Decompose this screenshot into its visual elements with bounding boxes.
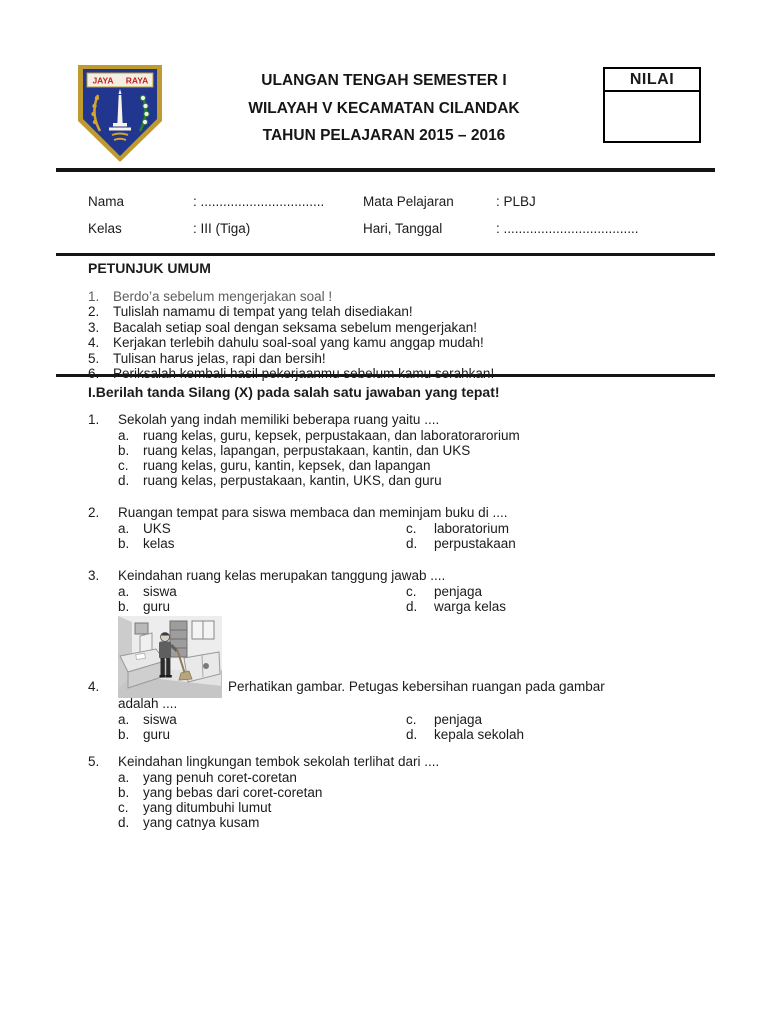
option-text: yang catnya kusam <box>143 815 260 830</box>
question-3 <box>88 568 445 583</box>
option-text: UKS <box>143 521 171 536</box>
question-2-options-row-2 <box>118 536 516 551</box>
question-5-option-a <box>118 770 297 785</box>
question-text: Ruangan tempat para siswa membaca dan meminjam buku di .... <box>118 505 508 520</box>
petunjuk-item-number: 6. <box>88 365 100 381</box>
option-letter: d. <box>406 599 418 614</box>
option-text: kelas <box>143 536 175 551</box>
option-letter: b. <box>118 443 130 458</box>
question-text: Sekolah yang indah memiliki beberapa ruang yaitu .... <box>118 412 440 427</box>
petunjuk-item-number: 1. <box>88 289 100 304</box>
question-4-options-row-2 <box>118 727 525 742</box>
title-line-2: WILAYAH V KECAMATAN CILANDAK <box>248 99 520 117</box>
motto-right-text: RAYA <box>125 75 149 86</box>
option-text: penjaga <box>434 712 483 727</box>
document-title <box>188 67 580 150</box>
title-line-3: TAHUN PELAJARAN 2015 – 2016 <box>262 127 506 144</box>
title-line-1: ULANGAN TENGAH SEMESTER I <box>261 72 507 89</box>
mapel-value: : PLBJ <box>496 194 536 209</box>
section1-title: I.Berilah tanda Silang (X) pada salah satu jawaban yang tepat! <box>88 384 500 400</box>
option-letter: b. <box>118 785 130 800</box>
nama-label: Nama <box>88 194 125 209</box>
question-number: 1. <box>88 412 100 427</box>
question-4-text: Perhatikan gambar. Petugas kebersihan ruangan pada gambar <box>228 679 605 694</box>
petunjuk-item-1 <box>88 289 494 304</box>
question-text: Keindahan lingkungan tembok sekolah terlihat dari .... <box>118 754 440 769</box>
hari-label: Hari, Tanggal <box>363 221 443 236</box>
question-3-options-row-2 <box>118 599 507 614</box>
option-text: ruang kelas, perpustakaan, kantin, UKS, dan guru <box>143 473 442 488</box>
option-letter: a. <box>118 770 130 785</box>
nama-blank-field: : ................................. <box>193 194 325 209</box>
option-text: perpustakaan <box>434 536 516 551</box>
option-text: laboratorium <box>434 521 510 536</box>
question-5 <box>88 754 439 769</box>
question-4-text-2: adalah .... <box>118 696 178 711</box>
question-5-option-b <box>118 785 322 800</box>
option-letter: d. <box>406 536 418 551</box>
petunjuk-item-5 <box>88 351 494 366</box>
petunjuk-list <box>88 289 494 381</box>
option-text: ruang kelas, lapangan, perpustakaan, kantin, dan UKS <box>143 443 471 458</box>
mapel-label: Mata Pelajaran <box>363 194 454 209</box>
petunjuk-item-number: 2. <box>88 304 100 320</box>
option-text: guru <box>143 727 171 742</box>
question-2 <box>88 505 507 520</box>
option-letter: b. <box>118 536 130 551</box>
question-1-option-d <box>118 473 442 488</box>
option-letter: b. <box>118 599 130 614</box>
petunjuk-item-number: 4. <box>88 335 100 351</box>
petunjuk-item-6 <box>88 366 494 381</box>
option-letter: d. <box>406 727 418 742</box>
question-4-number <box>88 679 99 694</box>
question-text: Keindahan ruang kelas merupakan tanggung jawab .... <box>118 568 446 583</box>
petunjuk-item-text: Bacalah setiap soal dengan seksama sebelum mengerjakan! <box>113 319 477 335</box>
option-text: penjaga <box>434 584 483 599</box>
petunjuk-item-text: Tulisan harus jelas, rapi dan bersih! <box>113 350 326 366</box>
question-number: 2. <box>88 505 100 520</box>
question-3-options-row-1 <box>118 584 483 599</box>
option-letter: c. <box>118 800 129 815</box>
question-5-option-d <box>118 815 259 830</box>
header-divider <box>56 168 715 172</box>
option-letter: a. <box>118 584 130 599</box>
petunjuk-item-3 <box>88 320 494 335</box>
petunjuk-item-4 <box>88 335 494 350</box>
question-4-options-row-1 <box>118 712 483 727</box>
option-text: yang bebas dari coret-coretan <box>143 785 323 800</box>
option-text: guru <box>143 599 171 614</box>
motto-left-text: JAYA <box>92 75 114 86</box>
option-letter: a. <box>118 521 130 536</box>
kelas-label: Kelas <box>88 221 122 236</box>
option-text: yang penuh coret-coretan <box>143 770 297 785</box>
petunjuk-item-number: 3. <box>88 319 100 335</box>
question-1-option-a <box>118 428 520 443</box>
question-1-option-b <box>118 443 470 458</box>
petunjuk-item-text: Tulislah namamu di tempat yang telah disediakan! <box>113 304 413 320</box>
option-letter: c. <box>406 584 417 599</box>
score-box-label: NILAI <box>605 69 699 92</box>
petunjuk-item-text: Kerjakan terlebih dahulu soal-soal yang kamu anggap mudah! <box>113 335 484 351</box>
option-text: warga kelas <box>434 599 507 614</box>
option-letter: d. <box>118 473 130 488</box>
option-text: ruang kelas, guru, kepsek, perpustakaan, dan laboratorarorium <box>143 428 520 443</box>
option-text: yang ditumbuhi lumut <box>143 800 272 815</box>
petunjuk-item-number: 5. <box>88 350 100 366</box>
option-text: siswa <box>143 712 177 727</box>
question-4-image <box>118 616 222 698</box>
petunjuk-title: PETUNJUK UMUM <box>88 260 211 276</box>
question-number: 3. <box>88 568 100 583</box>
question-number: 5. <box>88 754 100 769</box>
petunjuk-item-text: Periksalah kembali hasil pekerjaanmu sebelum kamu serahkan! <box>113 365 495 381</box>
info-divider <box>56 253 715 256</box>
option-letter: c. <box>406 712 417 727</box>
petunjuk-item-2 <box>88 304 494 319</box>
hari-blank-field: : .................................... <box>496 221 639 236</box>
question-1-option-c <box>118 458 430 473</box>
option-text: ruang kelas, guru, kantin, kepsek, dan lapangan <box>143 458 431 473</box>
question-5-option-c <box>118 800 271 815</box>
option-letter: a. <box>118 712 130 727</box>
kelas-value: : III (Tiga) <box>193 221 251 236</box>
question-1 <box>88 412 439 427</box>
janitor-room-illustration <box>118 616 222 698</box>
option-letter: b. <box>118 727 130 742</box>
option-letter: c. <box>118 458 129 473</box>
petunjuk-item-text: Berdo’a sebelum mengerjakan soal ! <box>113 289 333 304</box>
score-box <box>603 67 701 143</box>
question-2-options-row-1 <box>118 521 510 536</box>
option-letter: d. <box>118 815 130 830</box>
jakarta-emblem-logo <box>70 61 170 165</box>
option-letter: a. <box>118 428 130 443</box>
jakarta-emblem-icon <box>70 61 170 165</box>
question-number: 4. <box>88 679 100 694</box>
option-text: kepala sekolah <box>434 727 525 742</box>
option-letter: c. <box>406 521 417 536</box>
option-text: siswa <box>143 584 177 599</box>
